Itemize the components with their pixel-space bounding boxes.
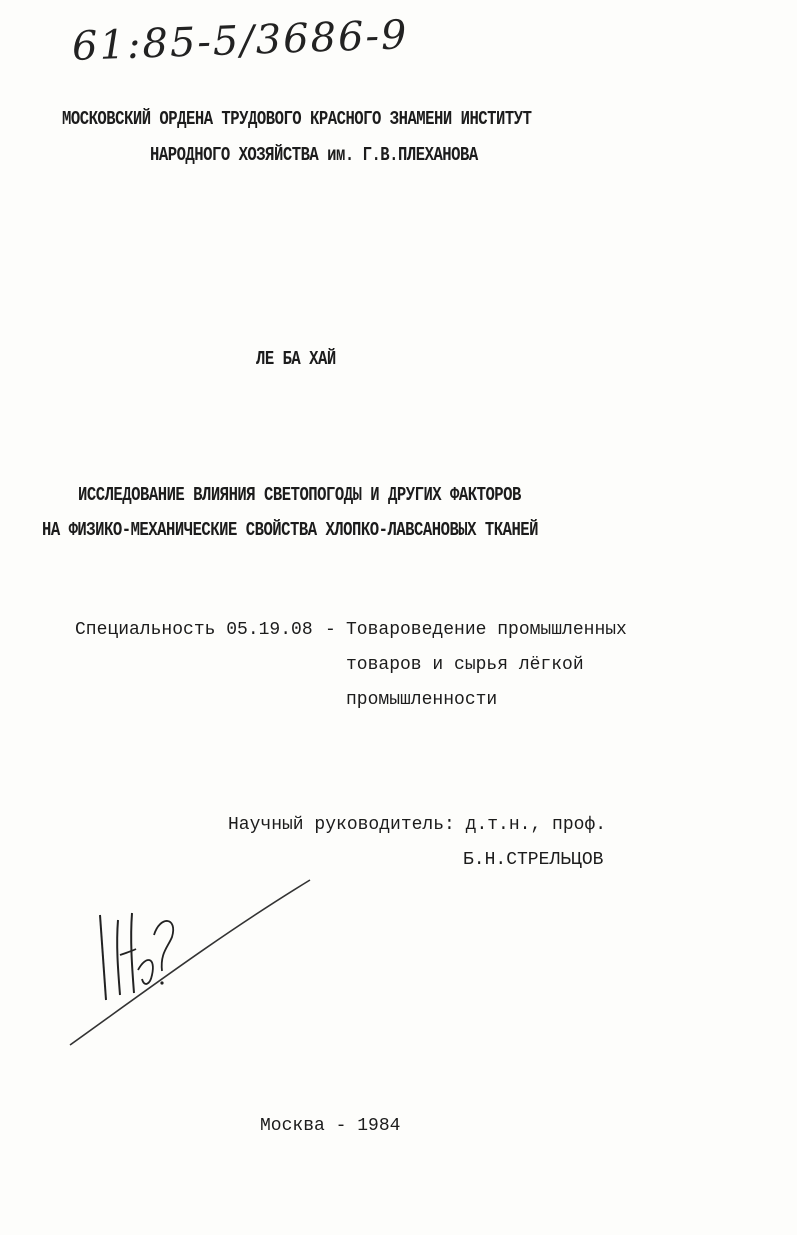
thesis-title-line-2: НА ФИЗИКО-МЕХАНИЧЕСКИЕ СВОЙСТВА ХЛОПКО-ЛАВСАНОВЫХ ТКАНЕЙ — [42, 519, 539, 541]
supervisor-name: Б.Н.СТРЕЛЬЦОВ — [463, 850, 604, 870]
supervisor-label: Научный руководитель: д.т.н., проф. — [228, 815, 607, 835]
archive-code-handwritten: 61:85-5/3686-9 — [71, 12, 410, 70]
specialty-dash: - — [325, 620, 336, 640]
thesis-title-line-1: ИССЛЕДОВАНИЕ ВЛИЯНИЯ СВЕТОПОГОДЫ И ДРУГИХ ФАКТОРОВ — [78, 484, 521, 506]
handwritten-signature — [60, 875, 320, 1055]
specialty-name-line-1: Товароведение промышленных — [346, 620, 627, 640]
author-name: ЛЕ БА ХАЙ — [256, 348, 336, 370]
place-and-year: Москва - 1984 — [260, 1116, 401, 1136]
institution-line-1: МОСКОВСКИЙ ОРДЕНА ТРУДОВОГО КРАСНОГО ЗНАМЕНИ ИНСТИТУТ — [62, 108, 532, 130]
institution-line-2: НАРОДНОГО ХОЗЯЙСТВА им. Г.В.ПЛЕХАНОВА — [150, 144, 478, 166]
specialty-name-line-2: товаров и сырья лёгкой — [346, 655, 584, 675]
specialty-label: Специальность 05.19.08 — [75, 620, 313, 640]
specialty-name-line-3: промышленности — [346, 690, 498, 710]
